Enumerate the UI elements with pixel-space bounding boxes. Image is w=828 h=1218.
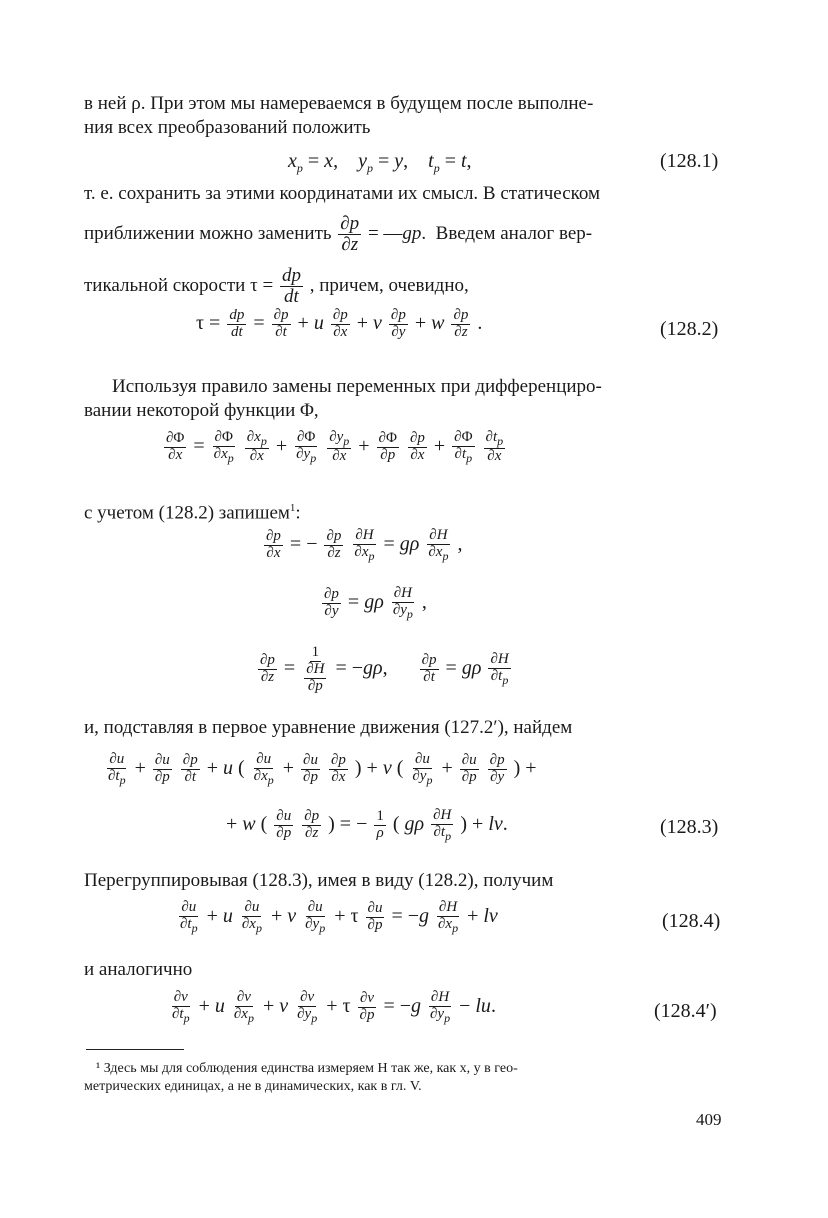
equation-number-128-4: (128.4) (662, 910, 721, 932)
text-line-4-end: Введем аналог вер- (435, 222, 593, 244)
text-line-5: тикальной скорости τ = $\frac{dp}{dt}$ , причем, очевидно, (84, 265, 469, 307)
footnote-separator (86, 1049, 184, 1050)
text-line-8: с учетом (128.2) запишем$^1$: (84, 502, 301, 524)
text-line-2: ния всех преобразований положить (84, 117, 371, 138)
equation-dp-dz: $\frac{\partial p}{\partial z}$ = $\frac{1}{\frac{\partial H}{\partial p}}$ = −gρ, $\frac{\partial p}{\partial t}$ = gρ $\frac{\partial H}{\partial t_p}$ (260, 644, 509, 694)
equation-number-128-3: (128.3) (660, 816, 719, 838)
footnote-ref: 1 (289, 502, 296, 514)
text-line-4-start: приближении можно заменить (84, 222, 332, 244)
equation-128-1: $x_p = x$, $y_p = y$, $t_p = t$, (288, 150, 472, 175)
text-line-9: и, подставляя в первое уравнение движения (127.2′), найдем (84, 717, 573, 738)
text-line-10: Перегруппировывая (128.3), имея в виду (128.2), получим (84, 870, 554, 891)
text-line-1: в ней ρ. При этом мы намереваемся в будущем после выполне- (84, 93, 594, 114)
fraction-dp-dt: $\frac{dp}{dt}$ (281, 265, 301, 307)
equation-chain-rule: $\frac{\partial\Phi}{\partial x}$ = $\frac{\partial\Phi}{\partial x_p}$ $\frac{\partial x_p}{\partial x}$ + $\frac{\partial\Phi}{\partial y_p}$ $\frac{\partial y_p}{\partial x}$ + $\frac{\partial\Phi}{\partial p}$ $\frac{\partial p}{\partial x}$ + $\frac{\partial\Phi}{\partial t_p}$ $\frac{\partial t_p}{\partial x}$ (166, 429, 504, 465)
equation-dp-dx: $\frac{\partial p}{\partial x}$ = − $\frac{\partial p}{\partial z}$ $\frac{\partial H}{\partial x_p}$ = gρ $\frac{\partial H}{\partial x_p}$ , (266, 527, 463, 563)
equation-dp-dy: $\frac{\partial p}{\partial y}$ = gρ $\frac{\partial H}{\partial y_p}$ , (324, 585, 427, 621)
equation-number-128-2: (128.2) (660, 318, 719, 340)
equation-128-4: $\frac{\partial u}{\partial t_p}$ + u $\frac{\partial u}{\partial x_p}$ + v $\frac{\partial u}{\partial y_p}$ + τ $\frac{\partial u}{\partial p}$ = −g $\frac{\partial H}{\partial x_p}$ + lv (180, 899, 498, 935)
text-line-3: т. е. сохранить за этими координатами их смысл. В статическом (84, 183, 601, 204)
text-line-5-end: , причем, очевидно, (309, 274, 469, 296)
equation-128-3-part-2: + w ( $\frac{\partial u}{\partial p}$ $\frac{\partial p}{\partial z}$ ) = − $\frac{1}{\rho}$ ( gρ $\frac{\partial H}{\partial t_p}$ ) + lv. (226, 807, 508, 843)
text-line-6: Используя правило замены переменных при дифференциро- (112, 376, 602, 397)
equation-128-4-prime: $\frac{\partial v}{\partial t_p}$ + u $\frac{\partial v}{\partial x_p}$ + v $\frac{\partial v}{\partial y_p}$ + τ $\frac{\partial v}{\partial p}$ = −g $\frac{\partial H}{\partial y_p}$ − lu. (172, 989, 496, 1025)
equation-number-128-4-prime: (128.4′) (654, 1000, 717, 1022)
text-line-4: приближении можно заменить $\frac{\partial p}{\partial z}$ = —gp. Введем аналог вер- (84, 213, 593, 255)
text-line-7: вании некоторой функции Φ, (84, 400, 319, 421)
footnote-line-1: ¹ Здесь мы для соблюдения единства измеряем H так же, как x, y в гео- (96, 1061, 518, 1076)
text-line-11: и аналогично (84, 959, 193, 980)
fraction-dp-dz: $\frac{\partial p}{\partial z}$ (340, 213, 360, 255)
equation-number-128-1: (128.1) (660, 150, 719, 172)
page-number: 409 (696, 1110, 722, 1129)
text-line-5-start: тикальной скорости (84, 274, 246, 296)
equation-128-3-part-1: $\frac{\partial u}{\partial t_p}$ + $\frac{\partial u}{\partial p}$ $\frac{\partial p}{\partial t}$ + u ( $\frac{\partial u}{\partial x_p}$ + $\frac{\partial u}{\partial p}$ $\frac{\partial p}{\partial x}$ ) + v ( $\frac{\partial u}{\partial y_p}$ + $\frac{\partial u}{\partial p}$ $\frac{\partial p}{\partial y}$ ) + (108, 751, 537, 787)
text-line-8-body: с учетом (128.2) запишем (84, 502, 290, 524)
equation-128-2: τ = $\frac{dp}{dt}$ = $\frac{\partial p}{\partial t}$ + u $\frac{\partial p}{\partial x}$ + v $\frac{\partial p}{\partial y}$ + w $\frac{\partial p}{\partial z}$ . (196, 307, 483, 340)
footnote-line-2: метрических единицах, а не в динамических, как в гл. V. (84, 1079, 422, 1094)
